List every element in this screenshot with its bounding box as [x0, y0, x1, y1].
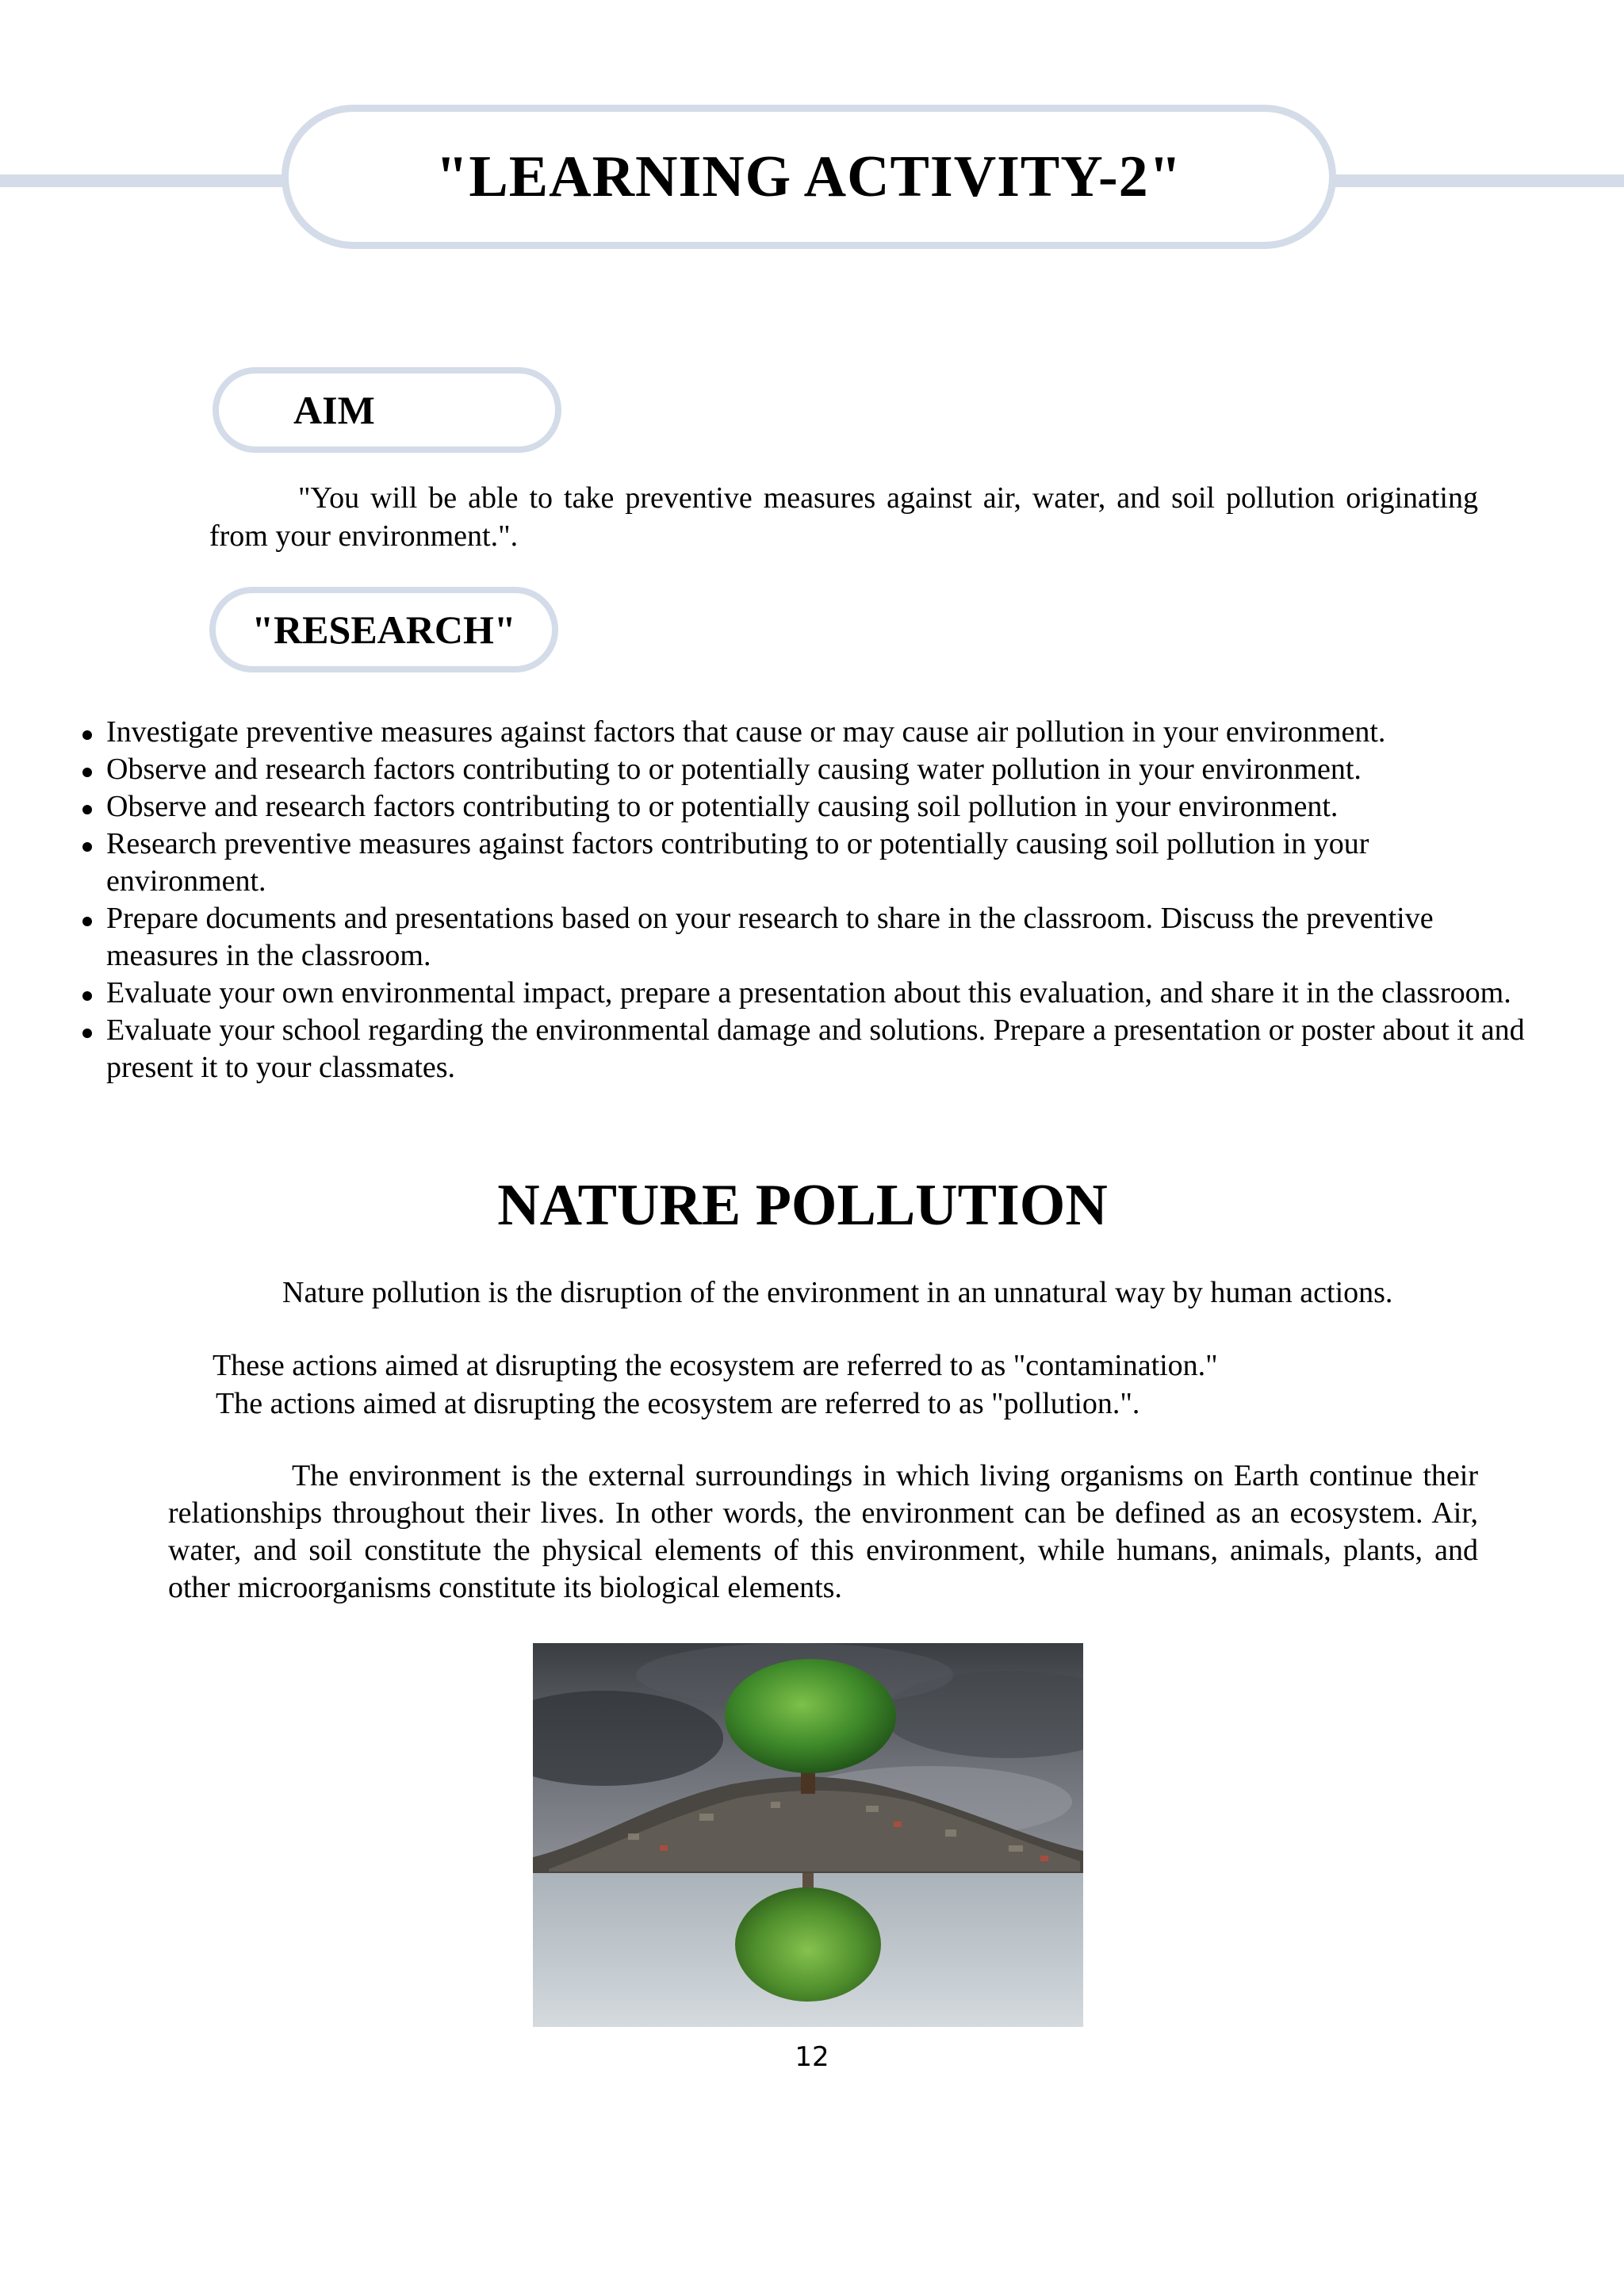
- research-list: [76, 714, 1527, 1086]
- tree-on-garbage-image: [533, 1643, 1083, 2027]
- contamination-line: These actions aimed at disrupting the ecosystem are referred to as "contamination.": [213, 1349, 1218, 1382]
- page-number: 12: [795, 2041, 829, 2073]
- list-item: Prepare documents and presentations based on your research to share in the classroom. Discuss the preventive measures in the classroom.: [76, 900, 1527, 975]
- pollution-line: The actions aimed at disrupting the ecosystem are referred to as "pollution.".: [216, 1387, 1140, 1420]
- title-divider-right: [1332, 174, 1624, 187]
- list-item: Research preventive measures against factors contributing to or potentially causing soil pollution in your environment.: [76, 826, 1527, 900]
- title-banner: [282, 105, 1336, 249]
- aim-heading-box: [213, 367, 561, 453]
- list-item: Observe and research factors contributing to or potentially causing water pollution in your environment.: [76, 751, 1527, 788]
- list-item: Evaluate your own environmental impact, prepare a presentation about this evaluation, and share it in the classroom.: [76, 975, 1527, 1012]
- section-title: NATURE POLLUTION: [497, 1173, 1108, 1238]
- title-divider-left: [0, 174, 285, 187]
- list-item: Evaluate your school regarding the environmental damage and solutions. Prepare a presentation or poster about it and present it to your classmates.: [76, 1012, 1527, 1086]
- environment-paragraph: The environment is the external surroundings in which living organisms on Earth continue their relationships throughout their lives. In other words, the environment can be defined as an ecosystem. Air, water, and soil constitute the physical elements of this environment, while humans, animals, plants, and other microorganisms constitute its biological elements.: [168, 1459, 1478, 1604]
- page-title: "LEARNING ACTIVITY-2": [435, 144, 1182, 209]
- research-heading: "RESEARCH": [251, 607, 516, 652]
- aim-text: "You will be able to take preventive measures against air, water, and soil pollution originating from your environment.".: [209, 481, 1478, 553]
- definition-paragraph: Nature pollution is the disruption of the environment in an unnatural way by human actions.: [282, 1276, 1393, 1309]
- research-heading-box: [209, 587, 558, 672]
- aim-heading: AIM: [293, 388, 375, 432]
- list-item: Investigate preventive measures against factors that cause or may cause air pollution in your environment.: [76, 714, 1527, 751]
- list-item: Observe and research factors contributing to or potentially causing soil pollution in your environment.: [76, 788, 1527, 826]
